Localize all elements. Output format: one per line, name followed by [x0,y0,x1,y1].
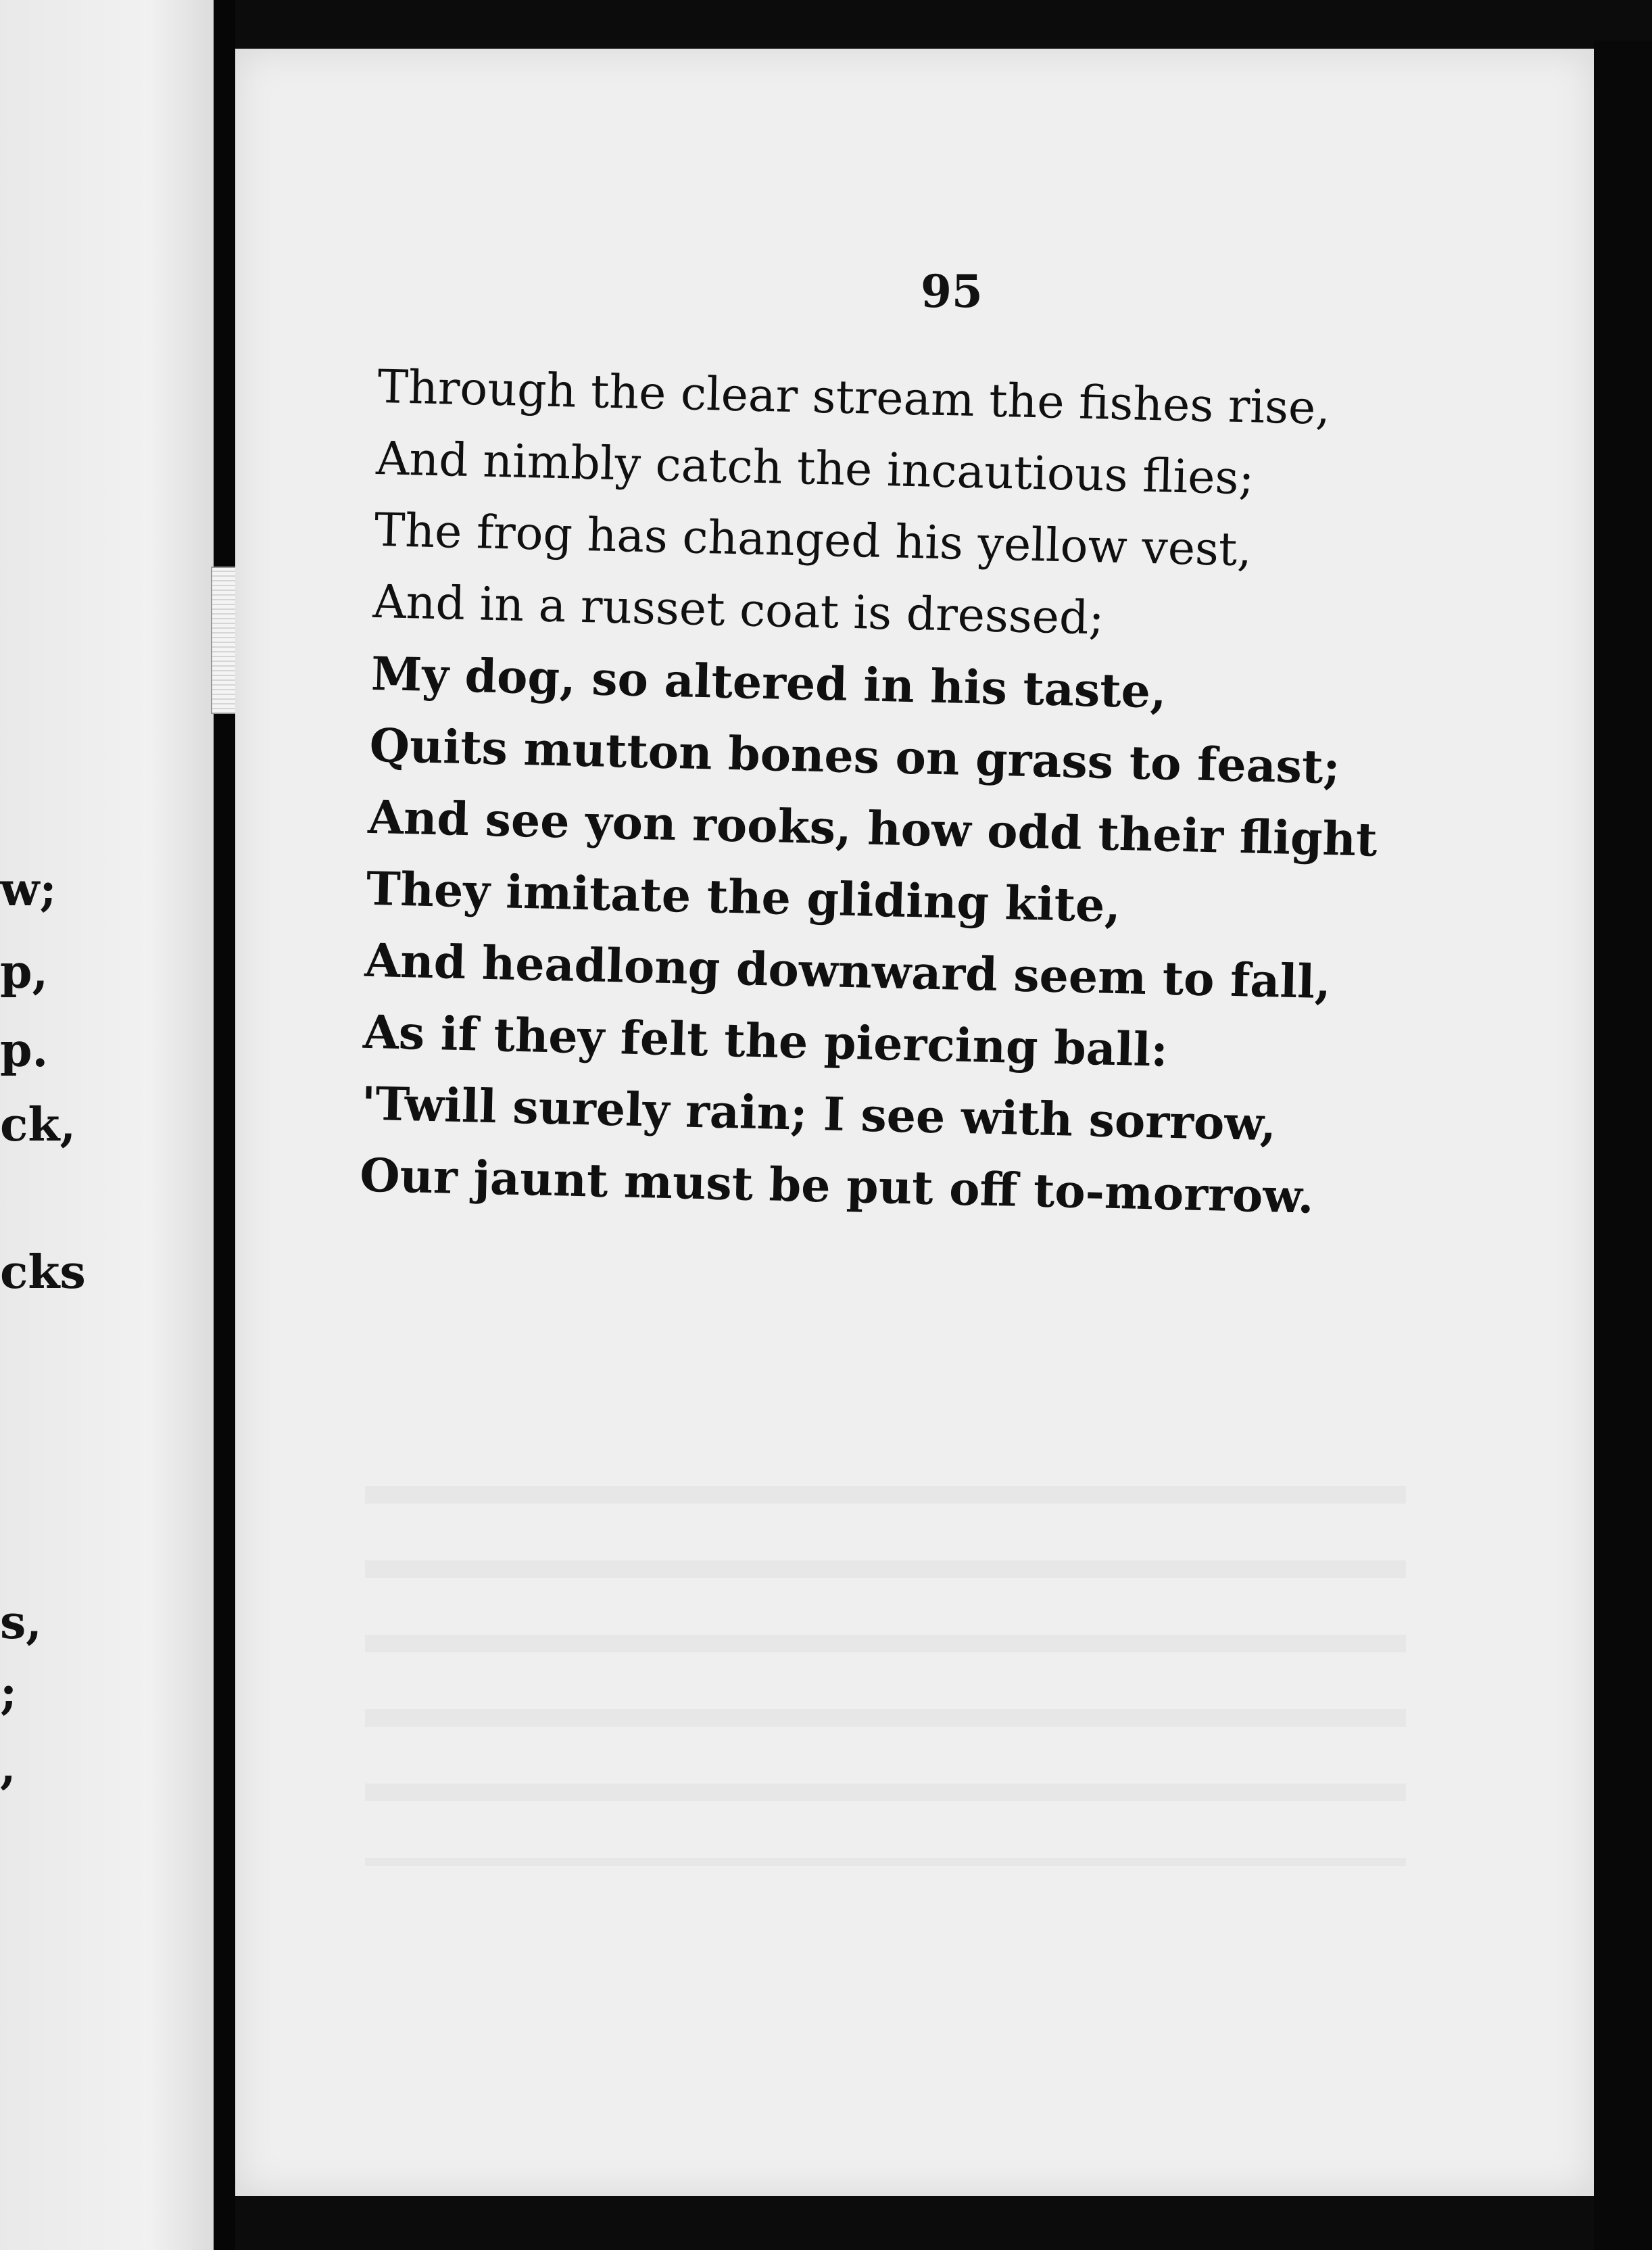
left-page-fragment: ck, [0,1098,76,1152]
poem-line: And see yon rooks, how odd their flight [367,790,1378,867]
page-edge-shadow [1594,41,1652,2250]
poem-line: Our jaunt must be put off to-morrow. [359,1148,1315,1224]
left-page-fragment: p, [0,945,49,999]
poem-line: My dog, so altered in his taste, [370,646,1167,719]
bleed-through-text [365,1447,1406,1866]
left-page-fragment: ; [0,1666,18,1720]
poem-text [359,352,1486,1237]
poem-line: The frog has changed his yellow vest, [374,503,1253,577]
left-page-fragment: cks [0,1245,86,1299]
poem-line: They imitate the gliding kite, [366,861,1121,934]
poem-line: Quits mutton bones on grass to feast; [368,718,1341,795]
left-page-fragment: p. [0,1024,49,1078]
poem-line: And nimbly catch the incautious flies; [375,431,1255,506]
poem-line: Through the clear stream the fishes rise, [376,360,1331,435]
poem-line: And in a russet coat is dressed; [372,575,1105,646]
left-page [0,0,214,2250]
poem-line: 'Twill surely rain; I see with sorrow, [360,1076,1277,1152]
left-page-fragment: w; [0,863,57,917]
book-gutter [214,0,235,2250]
poem-line: And headlong downward seem to fall, [364,933,1332,1010]
left-page-fragment: , [0,1740,16,1794]
page-number: 95 [921,265,983,318]
poem-line: As if they felt the piercing ball: [362,1005,1169,1078]
left-page-fragment: s, [0,1596,42,1650]
